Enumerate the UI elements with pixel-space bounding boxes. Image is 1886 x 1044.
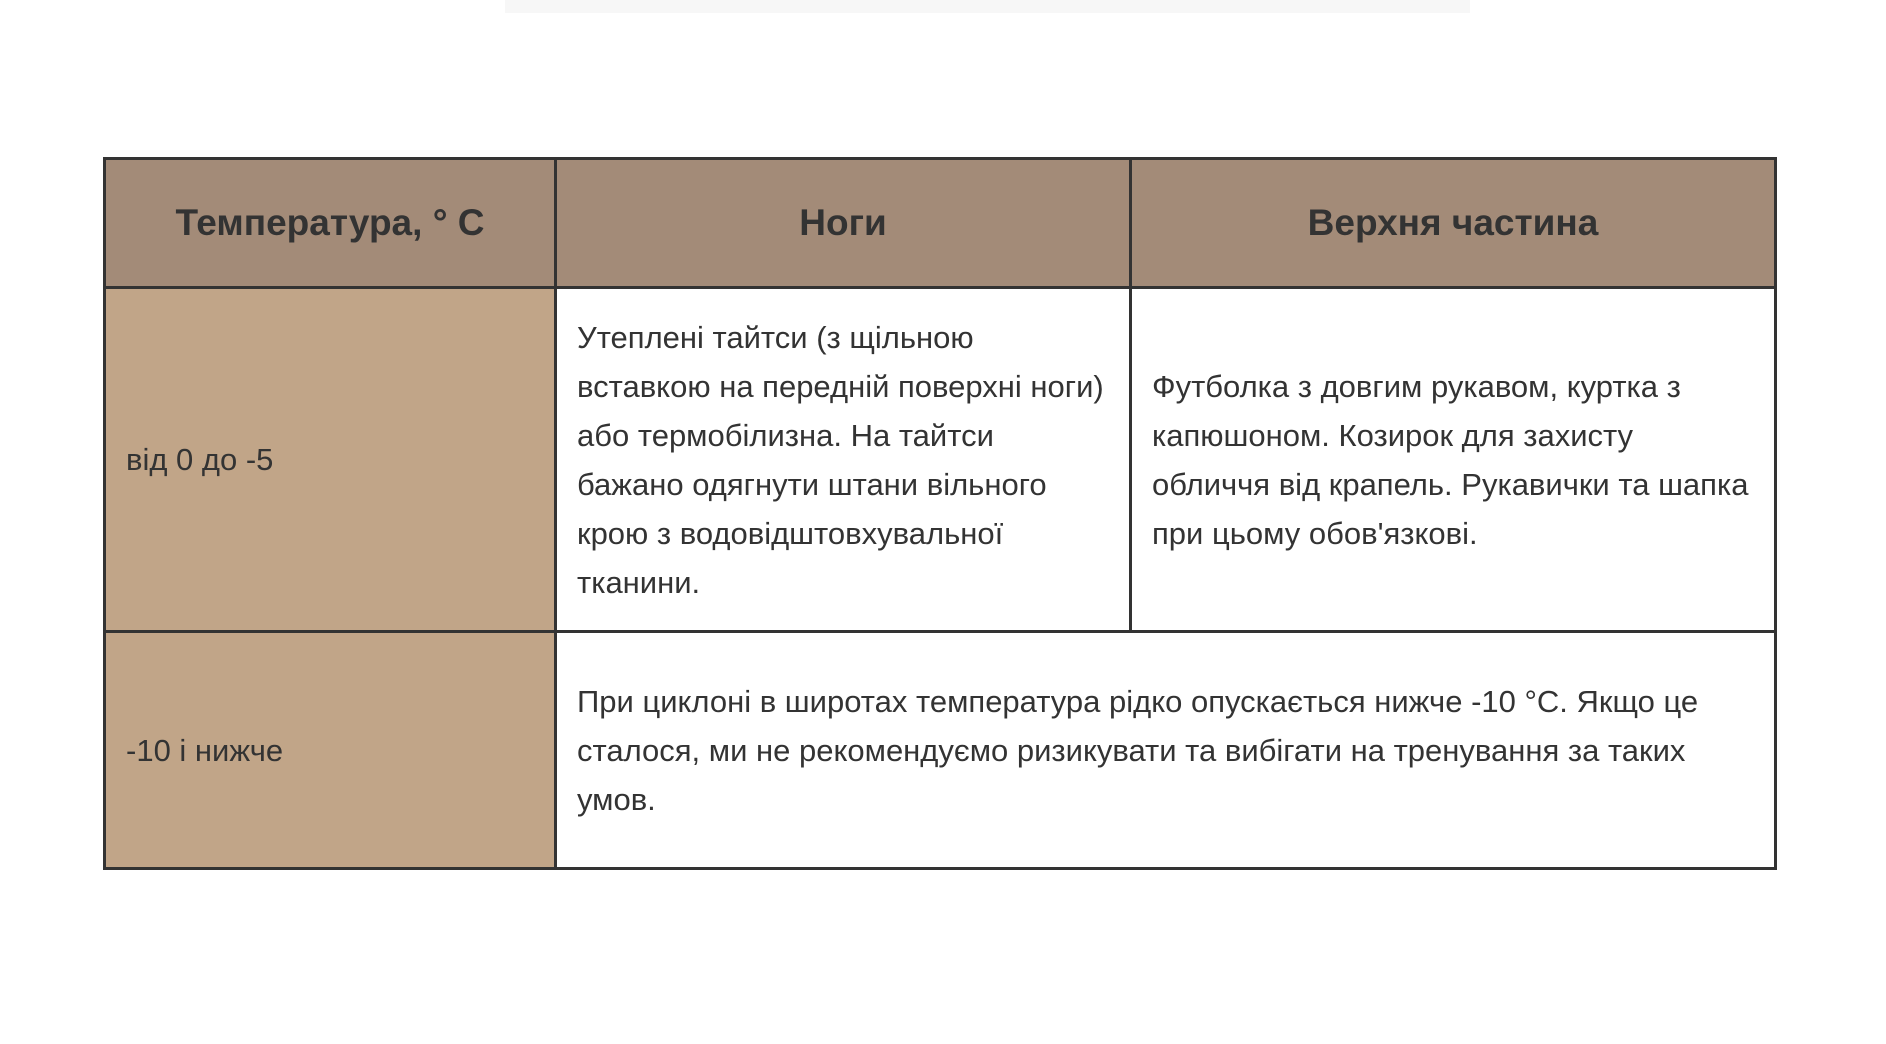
clothing-temperature-table	[103, 157, 1777, 870]
legs-cell: Утеплені тайтси (з щільною вставкою на передній поверхні ноги) або термобілизна. На тайтси бажано одягнути штани вільного крою з водовідштовхувальної тканини.	[556, 288, 1131, 632]
top-bar	[505, 0, 1470, 13]
note-cell: При циклоні в широтах температура рідко опускається нижче -10 °C. Якщо це сталося, ми не рекомендуємо ризикувати та вибігати на тренування за таких умов.	[556, 632, 1776, 869]
table-header-row	[105, 159, 1776, 288]
temperature-cell: -10 і нижче	[105, 632, 556, 869]
header-legs: Ноги	[556, 159, 1131, 288]
table-row	[105, 632, 1776, 869]
temperature-cell: від 0 до -5	[105, 288, 556, 632]
upper-body-cell: Футболка з довгим рукавом, куртка з капюшоном. Козирок для захисту обличчя від крапель. Рукавички та шапка при цьому обов'язкові.	[1131, 288, 1776, 632]
table-row	[105, 288, 1776, 632]
header-upper-body: Верхня частина	[1131, 159, 1776, 288]
header-temperature: Температура, ° С	[105, 159, 556, 288]
